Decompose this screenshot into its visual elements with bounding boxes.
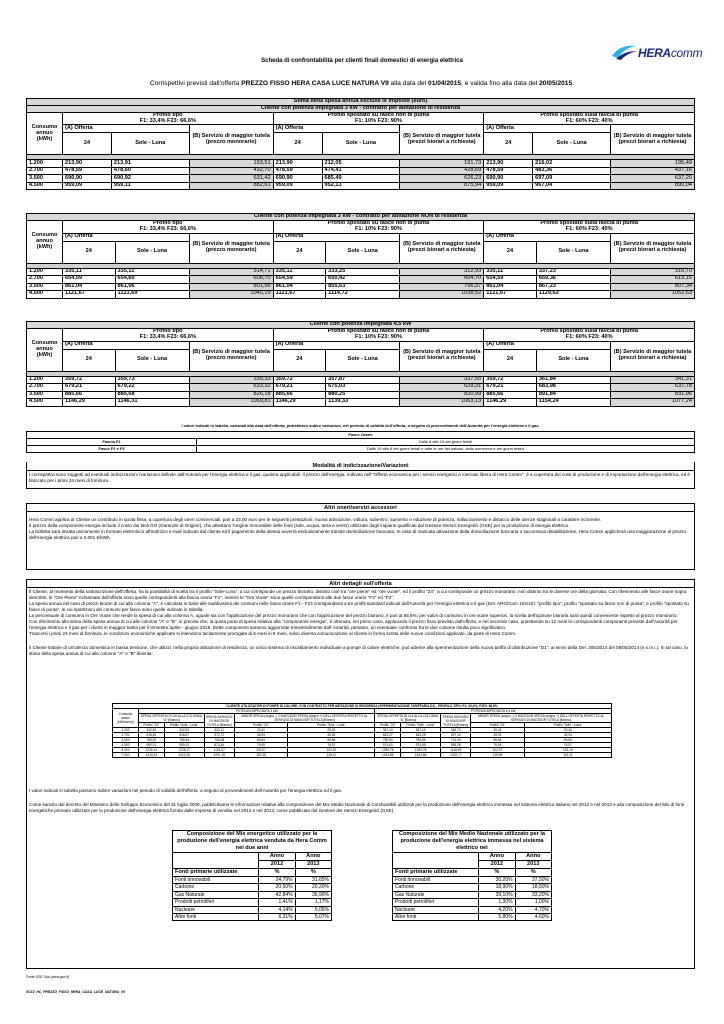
table-note: I valori indicati in tabella, calcolati alla data dell'offerta, potrebbero subire variazioni, nel periodo di validità dell'offerta, a seguito di provvedimenti dell'Autorità per l'energia elettrica e il gas.	[181, 423, 540, 428]
list-item: Gas Naturale 42,84% 36,90%	[173, 891, 332, 898]
list-item: Nucleare 4,14% 5,05%	[173, 906, 332, 913]
footer-code: SC13_HC_PREZZO_FISSO_HERA_CASA_LUCE_NATURA_V9	[26, 990, 126, 994]
table-row: 6.000 1226,14 1226,17 1124,07 102,07 102,10 1250,76 1250,78 1148,69 102,07 102,10	[113, 748, 612, 753]
spesa-table-3: Cliente con potenza impegnata 4,5 kW Consumo annuo (kWh) Profilo tipo F1: 33,4% F23: 66,6% Profilo spostato su fasce non di punta F1: 10% F23: 90% Profilo spostato sulla fascia di punta F1: 60% F23: 40% (A) Offerta (B) Servizio di maggior tutela (prezzo monorario) (A) Offerta (B) Servizio di maggior tutela (prezzi biorari a richiesta) (A) Offerta (B) Servizio di maggior tutela (prezzi biorari a richiesta) 24 Sole - Luna 24 Sole - Luna 24 Sole - Luna 1.200 359,72 359,73 339,33 359,72 357,87 337,55 359,72 361,84 341,31 2.700 679,21 679,22 633,32 679,21 675,03 629,31 679,21 683,98 637,78 3.500 885,66 885,68 826,18 885,66 880,25 820,99 885,66 891,84 831,96 4.500 1146,29 1146,31 1069,81 1146,29 1139,33 1063,13 1146,29 1154,24 1077,24	[26, 321, 695, 407]
table-row: 1.200 359,72 359,73 339,33 359,72 357,87 337,55 359,72 361,84 341,31	[27, 376, 695, 384]
spesa-table-1: Stima della spesa annua escluse le imposte (euro) Cliente con potenza impegnata 3 kW - contratto per abitazione di residenza Consumo annuo (kWh) Profilo tipo F1: 33,4% F23: 66,6% Profilo spostato su fasce non di punta F1: 10% F23: 90% Profilo spostato sulla fascia di punta F1: 60% F23: 40% (A) Offerta (B) Servizio di maggior tutela (prezzo monorario) (A) Offerta (B) Servizio di maggior tutela (prezzi biorari a richiesta) (A) Offerta (B) Servizio di maggior tutela (prezzi biorari a richiesta) 24 Sole - Luna 24 Sole - Luna 24 Sole - Luna 1.200 213,90 213,91 193,51 213,90 212,05 191,73 213,90 216,02 195,49 2.700 478,59 478,60 432,70 478,59 474,41 428,69 478,59 483,36 437,16 3.500 690,90 690,92 631,42 690,90 685,49 626,23 690,90 697,09 637,20 4.500 959,09 959,11 882,61 959,09 952,13 875,94 959,09 967,04 890,04	[26, 98, 695, 190]
table-row: 3.500 765,92 765,94 706,38 59,54 59,56 790,54 790,56 731,00 59,54 59,56	[113, 738, 612, 743]
table-row: 7.000 1410,23 1410,26 1291,15 119,08 119,11 1434,85 1434,88 1315,77 119,08 119,11	[113, 753, 612, 758]
altri-dettagli-section: Altri dettagli sull'offerta Il Cliente, al momento della sottoscrizione dell'offerta, ha la possibilità di scelta tra il profilo "Sole-Luna", a cui corrisponde un prezzo biorario, distinto cioè tra "ore piene" ed "ore vuote", ed il profilo "24", a cui corrisponde un prezzo monorario, non distinto tra le diverse ore della giornata. Con riferimento alle fasce orarie sopra descritte, le "Ore Piene" richiamate dall'offerta sono quelle corrispondenti alla fascia oraria "F1", mentre le "Ore Vuote" sono quelle corrispondenti alle due fasce orarie "F2" ed "F3". La spesa annua nel caso di prezzi biorari di cui alla colonna "A", è calcolata in base alle suddivisioni dei consumi nelle fasce orarie F1 - F23 corrispondenti a tre profili standard indicati dall'Autorità per l'energia elettrica e il gas (Del. ARG/Com 104/10): "profilo tipo", profilo "spostato su fasce non di punta", e profilo "spostato su fasce di punta", le cui ripartizioni dei consumi per fasce sono quelle indicate in tabella. La percentuale di consumo in Ore Vuote che rende la spesa di cui alla colonna A, uguale sia con l'applicazione del prezzo monorario che con l'applicazione del prezzo biorario, è pari al 66,6%: per valori di consumo in ore vuote superiori, la scelta dell'opzione bioraria sarà quindi conveniente rispetto al prezzo monorario. Con riferimento alla stima della spesa annua di cui alle colonne "A" e "B", si precisa che, la quota parte di spesa relativa alla "componente energia", è ottenuta, nel primo caso, applicando il prezzo fisso previsto dall'offerta, e nel secondo caso, proiettando su 12 mesi le corrispondenti componenti previste dall'Autorità per l'energia elettrica e il gas per i clienti in maggior tutela per il trimestre aprile - giugno 2015. Dette componenti saranno aggiornate trimestralmente dall' Autorità, pertanto, un eventuale confronto fra le due colonne risulta poco significativo. Trascorsi i primi 24 mesi di fornitura, le condizioni economiche applicate si intendono tacitamente prorogate di 6 mesi in 6 mesi, salvo diversa comunicazione al cliente in forma scritta delle nuove condizioni applicate, da parte di Hera Comm. Il Cliente titolare di un'utenza domestica in bassa tensione, che utilizzi, nella propria abitazione di residenza, un unico sistema di riscaldamento individuale a pompe di calore elettriche, può aderire alla sperimentazione della nuova tariffa di distribuzione "D1", ai sensi della Del. 205/2014 del 08/05/2014 (e s.m.i.). In tal caso, la stima della spesa annua di cui alle colonne "A" e "B" diventa: I valori indicati in tabella possono subire variazioni nel periodo di validità dell'offerta, a seguito di provvedimenti dell'Autorità per l'energia elettrica ed il gas. Come sancito dal decreto del Ministero dello Sviluppo Economico del 31 luglio 2009, pubblichiamo le informazioni relative alla composizione del Mix Medio Nazionale di Combustibili utilizzati per la produzione dell'energia elettrica immessa nel sistema elettrico italiano nel 2012 e nel 2013 e alla composizione del Mix di fonti energetiche primarie utilizzate per la produzione dell'energia elettrica fornita dalle imprese di vendita nel 2012 e nel 2013, come pubblicate dal Gestore dei Servizi Energetici (GSE).	[26, 579, 695, 969]
footer-source: Fonte GSE Spa (www.gse.it)	[26, 975, 70, 979]
list-item: Fonti rinnovabili 24,79% 31,65%	[173, 877, 332, 884]
table-row: 3.500 885,66 885,68 826,18 885,66 880,25 820,99 885,66 891,84 831,96	[27, 391, 695, 399]
list-item: Altre fonti 5,80% 4,60%	[393, 914, 552, 921]
mix-hera-table: Composizione del Mix energetico utilizzato per la produzione dell'energia elettrica venduta da Hera Comm nei due anni Anno Anno 2012 2013 Fonti primarie utilizzate % % Fonti rinnovabili 24,79% 31,65% Carbone 20,50% 20,20% Gas Naturale 42,84% 36,90% Prodotti petroliferi 1,41% 1,17% Nucleare 4,14% 5,05% Altre fonti 6,31% 5,07%	[172, 830, 332, 921]
page-title: Scheda di confrontabilità per clienti finali domestici di energia elettrica	[261, 58, 463, 64]
altri-oneri-section: Altri oneri/servizi accessori Hera Comm applica al Cliente un contributo in quota fissa, a copertura degli oneri commerciali, pari a 23,00 euro per le seguenti prestazioni: nuova attivazione, voltura, subentro, aumento e riduzione di potenza, riallacciamento e distacco delle utenze stagionali a carattere ricorrente. Il prezzo della componente energia include il costo dei titoli GO (Garanzie di Origine), che attestano l'origine rinnovabile delle fonti (sole, acqua, terra e vento) utilizzate dagli impianti qualificati dal Gestore Servizi Energetici (GSE) per la produzione di energia elettrica. La bolletta sarà inviata unicamente in formato elettronico all'indirizzo e-mail indicato dal cliente ed il pagamento della stessa avverrà esclusivamente tramite domiciliazione bancaria. In caso di mancata attivazione della domiciliazione bancaria o successiva disabilitazione, Hera Comm applicherà una maggiorazione al prezzo dell'energia elettrica pari a 0,001 €/kWh.	[26, 503, 695, 570]
page-subtitle: Corrispettivi previsti dall'offerta PREZZO FISSO HERA CASA LUCE NATURA V9 alla data del 01/04/2015, e valida fino alla data del 20/05/2015.	[149, 80, 574, 87]
list-item: Prodotti petroliferi 1,41% 1,17%	[173, 899, 332, 906]
modalita-section: Modalità di indicizzazione/Variazioni I corrispettivi sono soggetti ad eventuali indicizzazioni /variazioni definite dall'Autorità per l'energia elettrica e il gas, qualora applicabili. Il prezzo dell'energia, indicato nell'"Offerta economica per i servizi energetici a mercato libero di Hera Comm", è a copertura dei costi di produzione e di importazione dell'energia elettrica, ed è bloccato per i primi 24 mesi di fornitura.	[26, 462, 695, 489]
list-item: Altre fonti 6,31% 5,07%	[173, 914, 332, 921]
table-row: 1.200 213,90 213,91 193,51 213,90 212,05 191,73 213,90 216,02 195,49	[27, 160, 695, 168]
table-row: 4.500 1146,29 1146,31 1069,81 1146,29 1139,33 1063,13 1146,29 1154,24 1077,24	[27, 399, 695, 407]
spesa-table-2: Cliente con potenza impegnata 3 kW - contratto per abitazione NON di residenza Consumo annuo (kWh) Profilo tipo F1: 33,4% F23: 66,6% Profilo spostato su fasce non di punta F1: 10% F23: 90% Profilo spostato sulla fascia di punta F1: 60% F23: 40% (A) Offerta (B) Servizio di maggior tutela (prezzo monorario) (A) Offerta (B) Servizio di maggior tutela (prezzi biorari a richiesta) (A) Offerta (B) Servizio di maggior tutela (prezzi biorari a richiesta) 24 Sole - Luna 24 Sole - Luna 24 Sole - Luna 1.200 335,11 335,11 314,71 335,11 333,25 312,93 335,11 337,23 316,70 2.700 654,59 654,60 608,70 654,59 650,42 604,70 654,59 659,36 613,16 3.500 861,04 861,06 801,56 861,04 855,63 796,37 861,04 867,23 807,34 4.500 1121,67 1121,69 1045,19 1121,67 1114,72 1038,52 1121,67 1129,62 1052,63	[26, 213, 695, 299]
list-item: Fonti rinnovabili 30,20% 37,50%	[393, 877, 552, 884]
table-row: 2.700 618,65 618,67 572,72 45,93 45,94 643,27 643,28 597,34 45,93 45,94	[113, 733, 612, 738]
table-row: 2.700 679,21 679,22 633,32 679,21 675,03 629,31 679,21 683,98 637,78	[27, 384, 695, 392]
list-item: Gas Naturale 39,10% 33,20%	[393, 891, 552, 898]
table-row: 3.500 690,90 690,92 631,42 690,90 685,49 626,23 690,90 697,09 637,20	[27, 175, 695, 183]
list-item: Carbone 18,90% 18,50%	[393, 884, 552, 891]
table-row: 1.200 335,11 335,11 314,71 335,11 333,25 312,93 335,11 337,23 316,70	[27, 268, 695, 276]
table-row: 2.700 654,59 654,60 608,70 654,59 650,42 604,70 654,59 659,36 613,16	[27, 276, 695, 284]
list-item: Nucleare 4,20% 4,70%	[393, 906, 552, 913]
table-row: 3.500 861,04 861,06 801,56 861,04 855,63 796,37 861,04 867,23 807,34	[27, 283, 695, 291]
logo-text: HERAcomm	[638, 46, 703, 60]
table-row: 2.700 478,59 478,60 432,70 478,59 474,41 428,69 478,59 483,36 437,16	[27, 167, 695, 175]
list-item: Carbone 20,50% 20,20%	[173, 884, 332, 891]
list-item: Prodotti petroliferi 1,30% 1,00%	[393, 899, 552, 906]
table-row: 4.500 1121,67 1121,69 1045,19 1121,67 1114,72 1038,52 1121,67 1129,62 1052,63	[27, 291, 695, 299]
table-row: 1.200 342,52 342,53 322,11 20,41 20,42 367,14 367,14 346,72 20,41 20,42	[113, 728, 612, 733]
pompe-calore-table: CLIENTE UTILIZZATORI DI POMPE DI CALORE, CON CONTRATTO PER ABITAZIONE DI RESIDENZA (SPERIMENTAZIONE TARIFFARIA D1) - PROFILO TIPO: F1: 33,4%; F2F3: 66,6% Consumo annuo (kWh/anno) POTENZA IMPEGNATA 3 kW POTENZA IMPEGNATA 4,5 kW SPESA OFFERTA DI CUI ALLA COLONNA "A" [€/anno] SPESA SERVIZIO DI MAGGIOR TUTELA [€/anno] MINOR SPESA (segno -) O MAGGIOR SPESA (segno +) DELL'OFFERTA RISPETTO AL SERVIZIO DI MAGGIOR TUTELA [€/anno] SPESA OFFERTA DI CUI ALLA COLONNA "A" [€/anno] SPESA SERVIZIO DI MAGGIOR TUTELA [€/anno] MINOR SPESA (segno -) O MAGGIOR SPESA (segno +) DELL'OFFERTA RISPETTO AL SERVIZIO DI MAGGIOR TUTELA [€/anno] Profilo "24" Profilo "Sole - Luna" Profilo "24" Profilo "Sole - Luna" Profilo "24" Profilo "Sole - Luna" Profilo "24" Profilo "Sole - Luna" 1.200 342,52 342,53 322,11 20,41 20,42 367,14 367,14 346,72 20,41 20,42 2.700 618,65 618,67 572,72 45,93 45,94 643,27 643,28 597,34 45,93 45,94 3.500 765,92 765,94 706,38 59,54 59,56 790,54 790,56 731,00 59,54 59,56 4.500 950,01 950,03 873,46 76,55 76,57 974,63 974,65 898,08 76,55 76,57 6.000 1226,14 1226,17 1124,07 102,07 102,10 1250,76 1250,78 1148,69 102,07 102,10 7.000 1410,23 1410,26 1291,15 119,08 119,11 1434,85 1434,88 1315,77 119,08 119,11	[112, 703, 612, 758]
fasce-orarie-table: Fasce Orarie Fascia F1 Dalle 8 alle 19 dei giorni feriali Fasce F2 e F3 Dalle 19 alle 8 dei giorni feriali e tutte le ore del sabato, della domenica e dei giorni festivi	[26, 431, 695, 453]
mix-nazionale-table: Composizione del Mix Medio Nazionale utilizzato per la produzione dell'energia elettrica immessa nel sistema elettrico nei Anno Anno 2012 2013 Fonti primarie utilizzate % % Fonti rinnovabili 30,20% 37,50% Carbone 18,90% 18,50% Gas Naturale 39,10% 33,20% Prodotti petroliferi 1,30% 1,00% Nucleare 4,20% 4,70% Altre fonti 5,80% 4,60%	[392, 830, 552, 921]
table-row: 4.500 959,09 959,11 882,61 959,09 952,13 875,94 959,09 967,04 890,04	[27, 182, 695, 190]
table-row: 4.500 950,01 950,03 873,46 76,55 76,57 974,63 974,65 898,08 76,55 76,57	[113, 743, 612, 748]
